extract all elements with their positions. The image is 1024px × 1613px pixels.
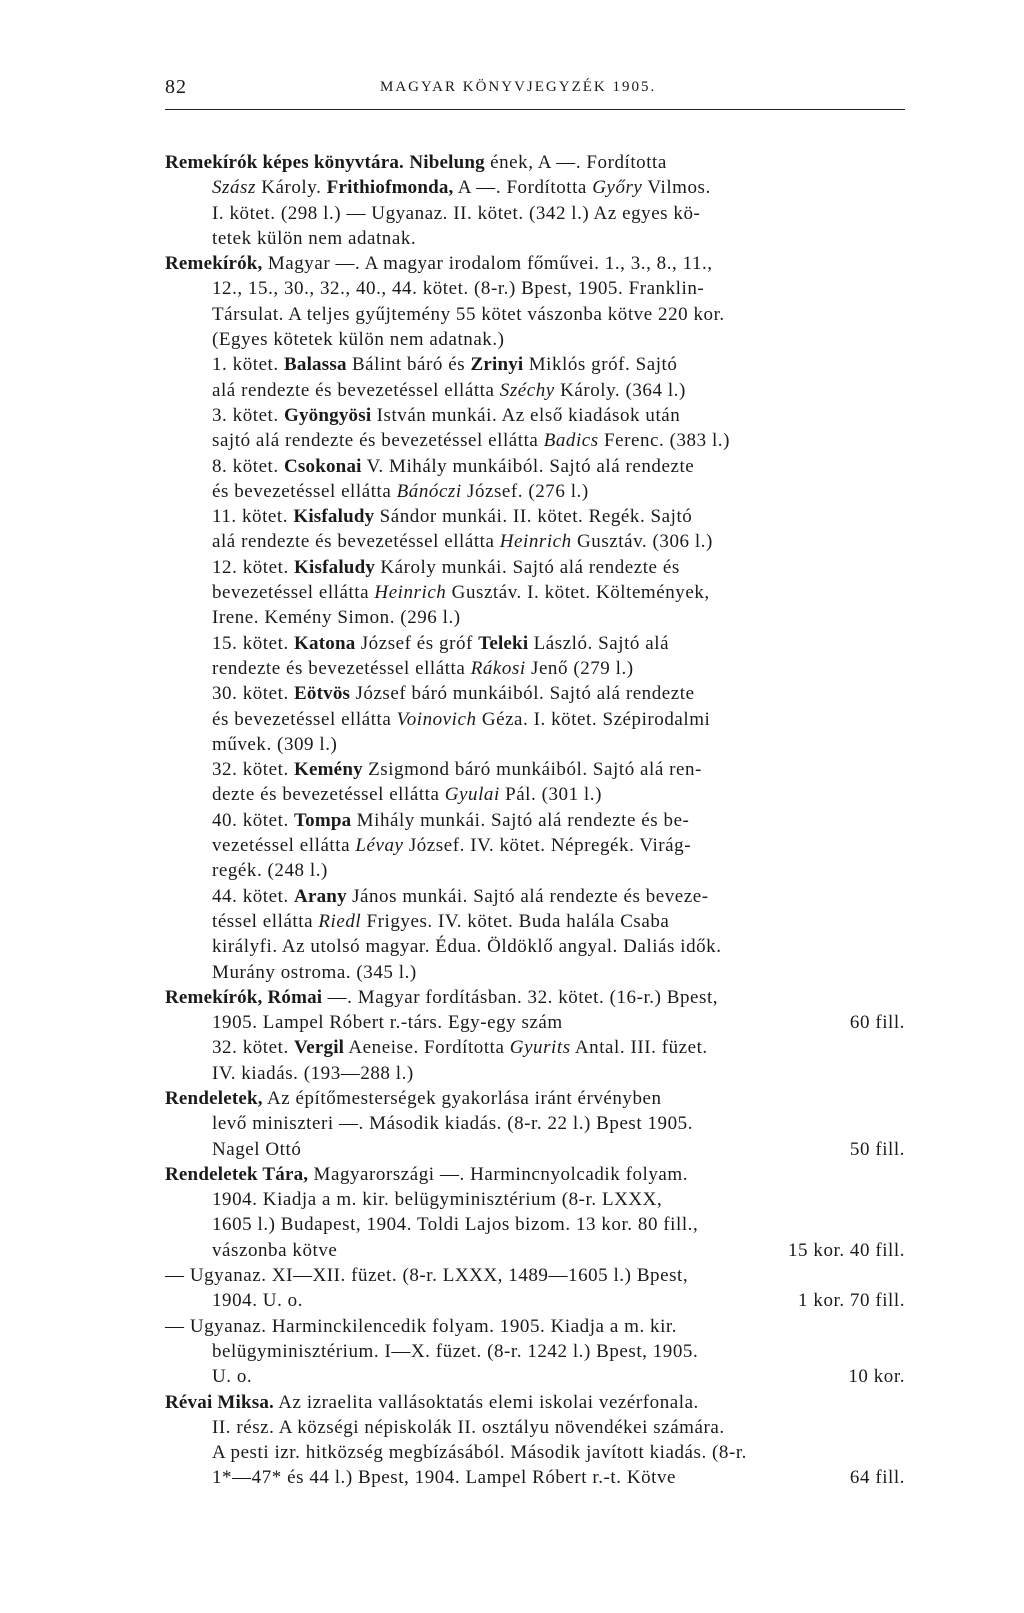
- catalog-line: [165, 302, 905, 327]
- entry-heading: Nibelung: [409, 152, 485, 173]
- entry-text: Frigyes. IV. kötet. Buda halála Csaba: [361, 910, 670, 932]
- entry-heading: Frithiofmonda,: [326, 177, 454, 199]
- person-name: Győry: [592, 177, 643, 199]
- entry-heading: Révai Miksa.: [165, 1391, 275, 1413]
- catalog-line: [165, 1111, 905, 1136]
- page-header: [165, 76, 905, 102]
- catalog-line: [165, 352, 905, 377]
- entry-text: Jenő (279 l.): [525, 657, 634, 679]
- entry-text: 1904. U. o.: [212, 1290, 304, 1312]
- catalog-line: [165, 504, 905, 529]
- entry-heading: Kisfaludy: [293, 506, 375, 528]
- entry-text: János munkái. Sajtó alá rendezte és beveze-: [346, 885, 709, 907]
- entry-text: Géza. I. kötet. Szépirodalmi: [476, 708, 711, 730]
- entry-text: A pesti izr. hitközség megbízásából. Második javított kiadás. (8-r.: [212, 1442, 747, 1464]
- catalog-line: [165, 808, 905, 833]
- catalog-line: [165, 1364, 905, 1389]
- entry-text: 32. kötet.: [212, 1037, 295, 1059]
- entry-heading: Zrinyi: [470, 354, 524, 376]
- price: 15 kor. 40 fill.: [788, 1239, 905, 1261]
- entry-text: Nagel Ottó: [212, 1138, 302, 1160]
- entry-text: Miklós gróf. Sajtó: [523, 354, 678, 376]
- entry-text: vászonba kötve: [212, 1239, 338, 1261]
- entry-text: 1904. Kiadja a m. kir. belügyminisztérium (8-r. LXXX,: [212, 1189, 663, 1211]
- entry-heading: Kemény: [294, 759, 363, 781]
- entry-text: téssel ellátta: [212, 910, 319, 932]
- person-name: Riedl: [318, 910, 362, 932]
- entry-text: Vilmos.: [642, 177, 711, 199]
- catalog-line: [165, 732, 905, 757]
- person-name: Szász: [212, 177, 256, 199]
- entry-text: 30. kötet.: [212, 683, 295, 705]
- page-number: 82: [165, 76, 187, 98]
- catalog-line: [165, 276, 905, 301]
- catalog-line: [165, 707, 905, 732]
- entry-text: 11. kötet.: [212, 506, 294, 528]
- catalog-line: [165, 1137, 905, 1162]
- entry-text: 1. kötet.: [212, 354, 284, 376]
- entry-text: belügyminisztérium. I—X. füzet. (8-r. 1242 l.) Bpest, 1905.: [212, 1340, 699, 1362]
- entry-heading: Arany: [294, 885, 347, 907]
- person-name: Heinrich: [374, 582, 447, 604]
- entry-heading: Balassa: [284, 354, 347, 376]
- catalog-line: [165, 378, 905, 403]
- price: 50 fill.: [849, 1138, 905, 1160]
- entry-text: 3. kötet.: [212, 404, 284, 426]
- person-name: Lévay: [355, 835, 404, 857]
- entry-heading: Csokonai: [284, 455, 362, 477]
- entry-heading: Remekírók képes könyvtára.: [165, 152, 404, 173]
- entry-text: vezetéssel ellátta: [212, 835, 356, 857]
- person-name: Heinrich: [499, 531, 572, 553]
- person-name: Bánóczi: [396, 480, 462, 502]
- catalog-line: [165, 251, 905, 276]
- entry-text: Irene. Kemény Simon. (296 l.): [212, 607, 461, 629]
- catalog-line: [165, 884, 905, 909]
- catalog-body: [165, 150, 905, 1491]
- entry-text: II. rész. A községi népiskolák II. osztályu növendékei számára.: [212, 1416, 725, 1438]
- entry-text: Ferenc. (383 l.): [598, 430, 730, 452]
- entry-text: Az építőmesterségek gyakorlása iránt érvényben: [262, 1087, 662, 1109]
- entry-text: Aeneise. Fordította: [344, 1037, 510, 1059]
- person-name: Badics: [543, 430, 599, 452]
- entry-text: Gusztáv. I. kötet. Költemények,: [446, 582, 710, 604]
- price: 60 fill.: [849, 1012, 905, 1034]
- entry-text: László. Sajtó alá: [528, 632, 670, 654]
- running-title: MAGYAR KÖNYVJEGYZÉK 1905.: [380, 79, 657, 95]
- catalog-line: [165, 1263, 905, 1288]
- catalog-line: [165, 858, 905, 883]
- entry-text: dezte és bevezetéssel ellátta: [212, 784, 445, 806]
- entry-text: József és gróf: [355, 632, 479, 654]
- person-name: Széchy: [499, 379, 555, 401]
- entry-text: Bálint báró és: [346, 354, 471, 376]
- catalog-line: [165, 909, 905, 934]
- catalog-line: [165, 833, 905, 858]
- catalog-line: [165, 580, 905, 605]
- entry-heading: Teleki: [478, 632, 529, 654]
- entry-text: 15. kötet.: [212, 632, 295, 654]
- entry-heading: Katona: [294, 632, 356, 654]
- catalog-line: [165, 985, 905, 1010]
- catalog-line: [165, 175, 905, 200]
- entry-text: Magyar —. A magyar irodalom főművei. 1., 3., 8., 11.,: [262, 253, 713, 275]
- catalog-line: [165, 529, 905, 554]
- entry-text: rendezte és bevezetéssel ellátta: [212, 657, 471, 679]
- entry-heading: Rendeletek Tára,: [165, 1163, 309, 1185]
- catalog-line: [165, 479, 905, 504]
- entry-text: ének, A —. Fordította: [484, 152, 667, 173]
- entry-text: 12. kötet.: [212, 556, 295, 578]
- entry-text: 12., 15., 30., 32., 40., 44. kötet. (8-r.) Bpest, 1905. Franklin-: [212, 278, 705, 300]
- catalog-line: [165, 656, 905, 681]
- catalog-line: [165, 226, 905, 251]
- catalog-line: [165, 327, 905, 352]
- person-name: Rákosi: [470, 657, 526, 679]
- catalog-line: [165, 1061, 905, 1086]
- entry-text: Károly.: [255, 177, 327, 199]
- entry-text: József. (276 l.): [461, 480, 589, 502]
- entry-text: IV. kiadás. (193—288 l.): [212, 1062, 414, 1084]
- entry-text: Sándor munkái. II. kötet. Regék. Sajtó: [374, 506, 693, 528]
- entry-text: József. IV. kötet. Népregék. Virág-: [403, 835, 692, 857]
- price: 1 kor. 70 fill.: [798, 1290, 905, 1312]
- catalog-line: [165, 1162, 905, 1187]
- entry-text: Magyarországi —. Harmincnyolcadik folyam.: [308, 1163, 689, 1185]
- catalog-line: [165, 1187, 905, 1212]
- catalog-line: [165, 1465, 905, 1490]
- entry-text: bevezetéssel ellátta: [212, 582, 375, 604]
- entry-text: művek. (309 l.): [212, 733, 338, 755]
- entry-text: — Ugyanaz. Harminckilencedik folyam. 1905. Kiadja a m. kir.: [165, 1315, 678, 1337]
- entry-text: alá rendezte és bevezetéssel ellátta: [212, 531, 500, 553]
- catalog-line: [165, 960, 905, 985]
- catalog-line: [165, 934, 905, 959]
- entry-text: József báró munkáiból. Sajtó alá rendezte: [350, 683, 695, 705]
- entry-text: és bevezetéssel ellátta: [212, 480, 397, 502]
- catalog-line: [165, 201, 905, 226]
- entry-heading: Gyöngyösi: [284, 404, 372, 426]
- catalog-line: [165, 1086, 905, 1111]
- price: 10 kor.: [848, 1366, 905, 1388]
- entry-text: alá rendezte és bevezetéssel ellátta: [212, 379, 500, 401]
- entry-text: 8. kötet.: [212, 455, 284, 477]
- catalog-line: [165, 605, 905, 630]
- entry-heading: Vergil: [294, 1037, 345, 1059]
- entry-text: Gusztáv. (306 l.): [571, 531, 713, 553]
- entry-text: Károly munkái. Sajtó alá rendezte és: [375, 556, 680, 578]
- entry-text: 32. kötet.: [212, 759, 295, 781]
- header-rule: [165, 109, 905, 110]
- entry-text: István munkái. Az első kiadások után: [371, 404, 681, 426]
- entry-heading: Kisfaludy: [294, 556, 376, 578]
- entry-text: Pál. (301 l.): [499, 784, 602, 806]
- entry-text: A —. Fordította: [453, 177, 593, 199]
- entry-text: Murány ostroma. (345 l.): [212, 961, 417, 983]
- catalog-line: [165, 1440, 905, 1465]
- catalog-line: [165, 1415, 905, 1440]
- entry-heading: Rendeletek,: [165, 1087, 263, 1109]
- entry-text: és bevezetéssel ellátta: [212, 708, 397, 730]
- catalog-line: [165, 555, 905, 580]
- entry-text: 1*—47* és 44 l.) Bpest, 1904. Lampel Róbert r.-t. Kötve: [212, 1467, 677, 1489]
- entry-text: Antal. III. füzet.: [570, 1037, 708, 1059]
- catalog-line: [165, 1390, 905, 1415]
- catalog-line: [165, 1288, 905, 1313]
- entry-text: V. Mihály munkáiból. Sajtó alá rendezte: [361, 455, 695, 477]
- catalog-line: [165, 1212, 905, 1237]
- catalog-line: [165, 403, 905, 428]
- entry-text: —. Magyar fordításban. 32. kötet. (16-r.) Bpest,: [322, 986, 719, 1008]
- entry-text: regék. (248 l.): [212, 860, 328, 882]
- entry-text: 1905. Lampel Róbert r.-társ. Egy-egy szám: [212, 1012, 563, 1034]
- entry-heading: Tompa: [294, 809, 352, 831]
- entry-text: sajtó alá rendezte és bevezetéssel ellátta: [212, 430, 544, 452]
- catalog-line: [165, 428, 905, 453]
- catalog-line: [165, 631, 905, 656]
- entry-text: 1605 l.) Budapest, 1904. Toldi Lajos bizom. 13 kor. 80 fill.,: [212, 1214, 699, 1236]
- entry-text: 44. kötet.: [212, 885, 295, 907]
- entry-text: — Ugyanaz. XI—XII. füzet. (8-r. LXXX, 1489—1605 l.) Bpest,: [165, 1265, 689, 1287]
- entry-text: Zsigmond báró munkáiból. Sajtó alá ren-: [362, 759, 702, 781]
- entry-text: U. o.: [212, 1366, 253, 1388]
- person-name: Gyurits: [509, 1037, 571, 1059]
- catalog-line: [165, 681, 905, 706]
- catalog-line: [165, 1035, 905, 1060]
- entry-text: (Egyes kötetek külön nem adatnak.): [212, 329, 505, 351]
- person-name: Gyulai: [444, 784, 500, 806]
- entry-text: Társulat. A teljes gyűjtemény 55 kötet vászonba kötve 220 kor.: [212, 303, 725, 325]
- entry-text: királyfi. Az utolsó magyar. Édua. Öldöklő angyal. Daliás idők.: [212, 936, 722, 958]
- entry-text: Károly. (364 l.): [554, 379, 686, 401]
- catalog-line: [165, 782, 905, 807]
- person-name: Voinovich: [396, 708, 477, 730]
- catalog-line: [165, 757, 905, 782]
- entry-heading: Remekírók, Római: [165, 986, 323, 1008]
- catalog-line: [165, 454, 905, 479]
- entry-text: 40. kötet.: [212, 809, 295, 831]
- price: 64 fill.: [849, 1467, 905, 1489]
- entry-text: levő miniszteri —. Második kiadás. (8-r. 22 l.) Bpest 1905.: [212, 1113, 693, 1135]
- catalog-line: [165, 1314, 905, 1339]
- entry-text: I. kötet. (298 l.) — Ugyanaz. II. kötet. (342 l.) Az egyes kö-: [212, 202, 701, 224]
- entry-heading: Remekírók,: [165, 253, 263, 275]
- entry-text: Az izraelita vallásoktatás elemi iskolai vezérfonala.: [274, 1391, 699, 1413]
- catalog-line: [165, 1010, 905, 1035]
- catalog-line: [165, 1339, 905, 1364]
- catalog-line: [165, 150, 905, 175]
- entry-text: Mihály munkái. Sajtó alá rendezte és be-: [351, 809, 690, 831]
- entry-heading: Eötvös: [294, 683, 351, 705]
- entry-text: tetek külön nem adatnak.: [212, 227, 417, 249]
- catalog-line: [165, 1238, 905, 1263]
